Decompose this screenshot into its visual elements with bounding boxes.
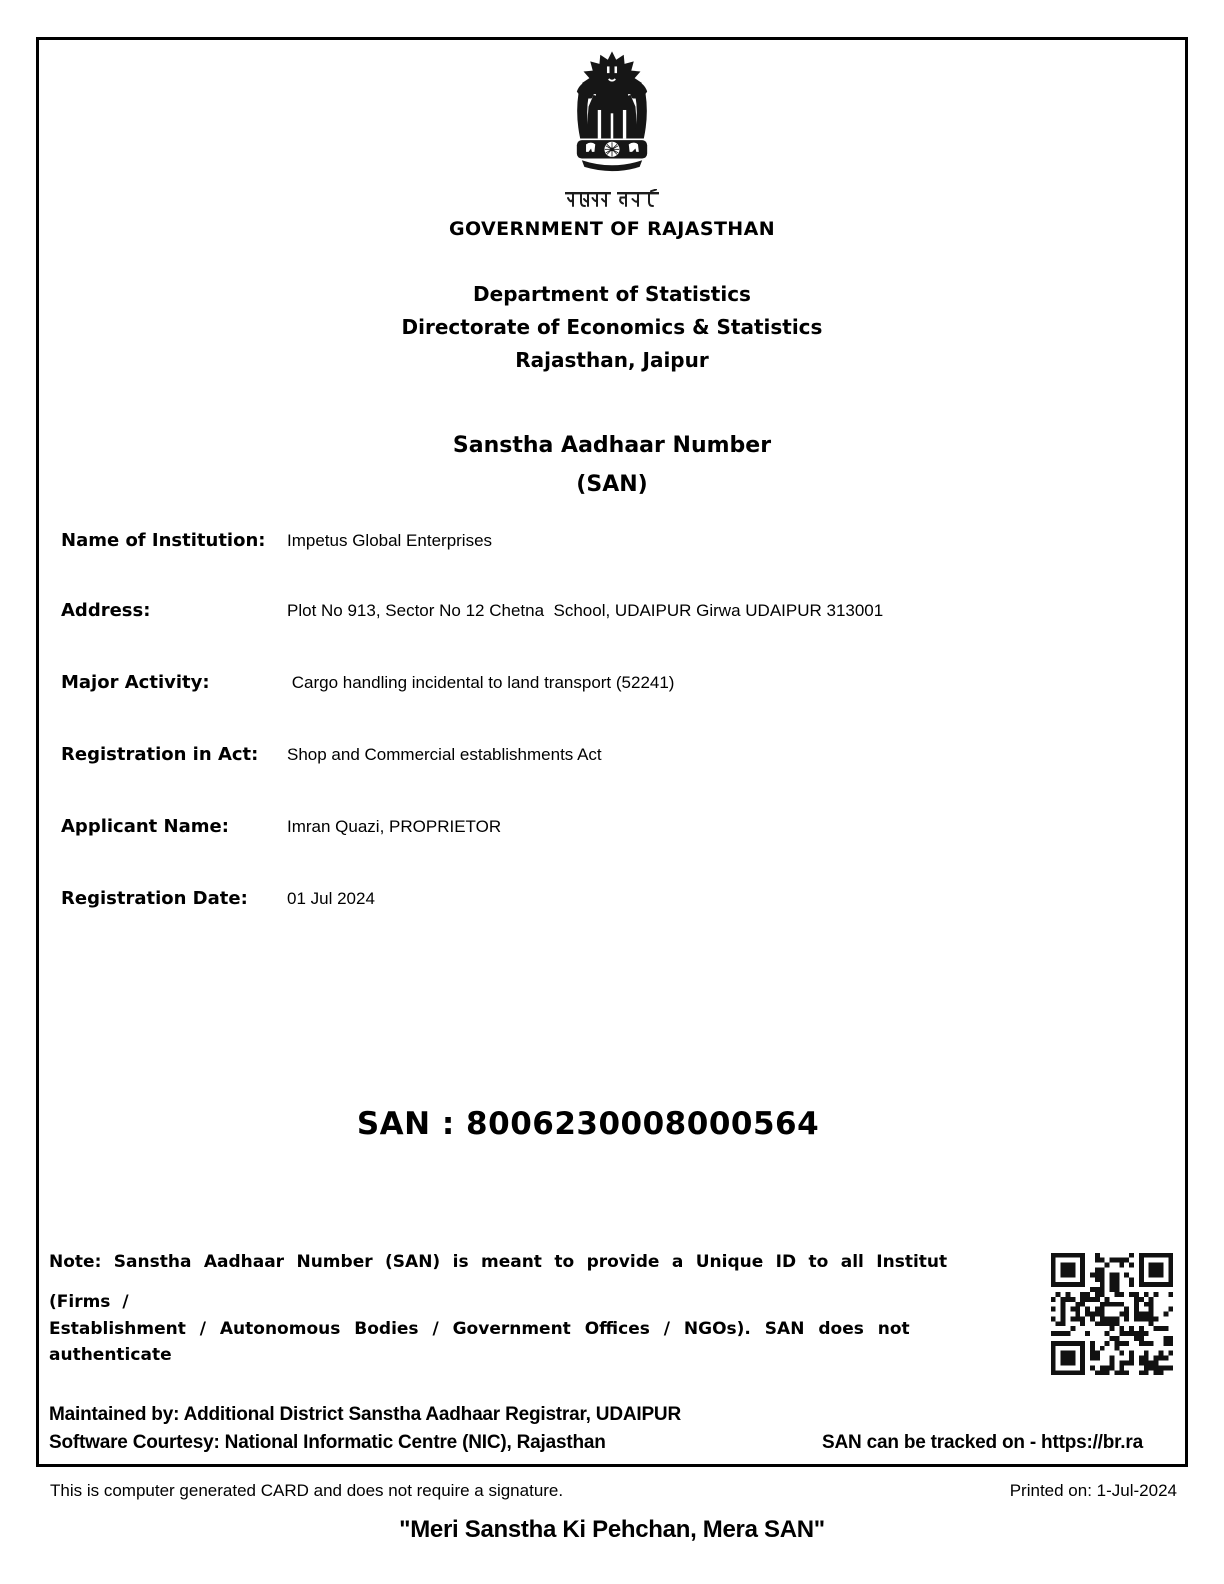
field-label: Registration Date: <box>61 888 248 909</box>
emblem-of-india-icon <box>570 48 654 186</box>
emblem-motto <box>564 189 660 215</box>
department-line-3: Rajasthan, Jaipur <box>515 348 709 372</box>
field-value: Impetus Global Enterprises <box>287 531 493 550</box>
government-title: GOVERNMENT OF RAJASTHAN <box>448 218 776 240</box>
tracking-url: SAN can be tracked on - https://br.ra <box>822 1432 1143 1453</box>
document-title-line-1: Sanstha Aadhaar Number <box>452 433 772 458</box>
department-line-2: Directorate of Economics & Statistics <box>401 315 823 339</box>
field-value: Cargo handling incidental to land transport (52241) <box>287 673 675 692</box>
emblem-block <box>39 48 1185 215</box>
field-label: Major Activity: <box>61 672 210 693</box>
note-line-2: (Firms / <box>49 1292 129 1312</box>
field-label: Name of Institution: <box>61 530 266 551</box>
note-line-3: Establishment / Autonomous Bodies / Government Offices / NGOs). SAN does not <box>49 1319 910 1339</box>
field-label: Address: <box>61 600 151 621</box>
field-value: Imran Quazi, PROPRIETOR <box>287 817 502 836</box>
note-line-4: authenticate <box>49 1345 172 1365</box>
field-value: Plot No 913, Sector No 12 Chetna School, UDAIPUR Girwa UDAIPUR 313001 <box>287 601 884 620</box>
field-label: Registration in Act: <box>61 744 259 765</box>
san-number: SAN : 8006230008000564 <box>356 1106 820 1142</box>
field-value: Shop and Commercial establishments Act <box>287 745 602 764</box>
san-certificate-card <box>36 37 1188 1467</box>
department-block <box>39 278 1185 377</box>
document-title-line-2: (SAN) <box>576 472 648 497</box>
maintained-by-line: Maintained by: Additional District Sanstha Aadhaar Registrar, UDAIPUR <box>49 1404 681 1425</box>
printed-on: Printed on: 1-Jul-2024 <box>1009 1481 1177 1500</box>
field-label: Applicant Name: <box>61 816 229 837</box>
field-value: 01 Jul 2024 <box>287 889 375 908</box>
note-line-1: Note: Sanstha Aadhaar Number (SAN) is meant to provide a Unique ID to all Institut <box>49 1252 948 1272</box>
document-title <box>39 426 1185 504</box>
software-courtesy-line: Software Courtesy: National Informatic Centre (NIC), Rajasthan <box>49 1432 606 1453</box>
generated-note: This is computer generated CARD and does not require a signature. <box>50 1481 564 1500</box>
motto-quote: "Meri Sanstha Ki Pehchan, Mera SAN" <box>399 1516 825 1543</box>
qr-code <box>1041 1243 1183 1385</box>
department-line-1: Department of Statistics <box>473 282 751 306</box>
